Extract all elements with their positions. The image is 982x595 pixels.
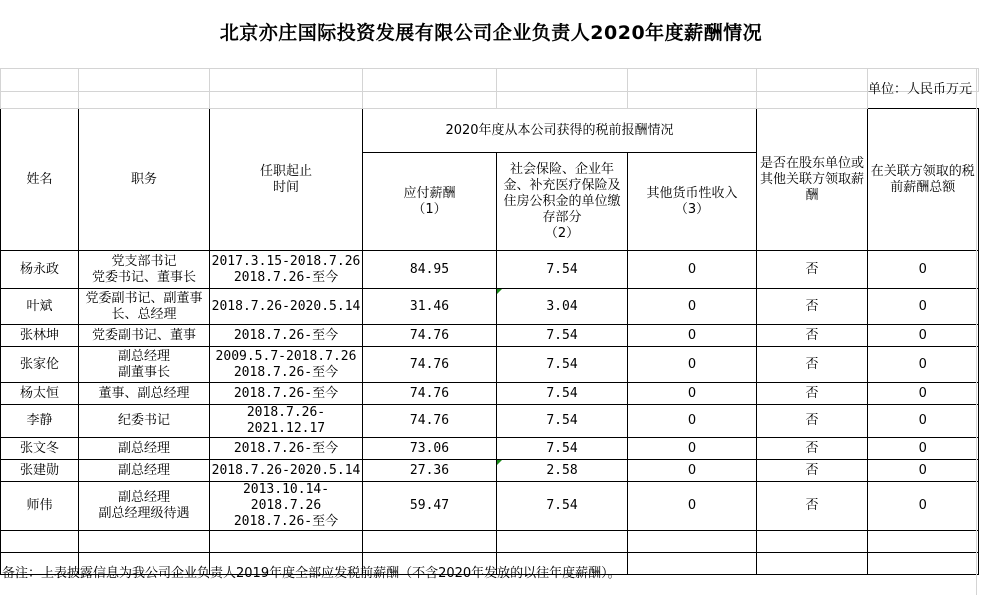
- cell-social: 2.58: [497, 460, 628, 482]
- unit-label: 单位：人民币万元: [868, 82, 973, 97]
- cell-related: 否: [757, 482, 868, 531]
- cell-related-total: 0: [868, 460, 979, 482]
- cell-related: 否: [757, 438, 868, 460]
- header-position: 职务: [79, 109, 210, 251]
- cell-salary: 73.06: [363, 438, 497, 460]
- cell-name: 张建勋: [1, 460, 79, 482]
- cell-other: 0: [628, 251, 757, 289]
- cell-related: 否: [757, 460, 868, 482]
- cell-term: 2013.10.14-2018.7.26 2018.7.26-至今: [210, 482, 363, 531]
- cell-other: 0: [628, 325, 757, 347]
- cell-position: 党支部书记 党委书记、董事长: [79, 251, 210, 289]
- cell-name: 杨太恒: [1, 383, 79, 405]
- cell-social: 7.54: [497, 438, 628, 460]
- cell-social: 7.54: [497, 347, 628, 383]
- cell-other: 0: [628, 347, 757, 383]
- cell-salary: 74.76: [363, 347, 497, 383]
- cell-name: 张林坤: [1, 325, 79, 347]
- empty-cell: [868, 531, 979, 553]
- cell-social: 7.54: [497, 251, 628, 289]
- page-title: 北京亦庄国际投资发展有限公司企业负责人2020年度薪酬情况: [219, 22, 763, 44]
- empty-cell: [757, 553, 868, 575]
- header-salary: 应付薪酬 （1）: [363, 153, 497, 251]
- cell-related-total: 0: [868, 289, 979, 325]
- cell-other: 0: [628, 405, 757, 438]
- header-term: 任职起止 时间: [210, 109, 363, 251]
- cell-position: 党委副书记、董事: [79, 325, 210, 347]
- cell-salary: 74.76: [363, 383, 497, 405]
- cell-term: 2018.7.26-至今: [210, 438, 363, 460]
- empty-cell: [757, 531, 868, 553]
- table-row: [1, 251, 979, 289]
- cell-term: 2017.3.15-2018.7.26 2018.7.26-至今: [210, 251, 363, 289]
- cell-name: 杨永政: [1, 251, 79, 289]
- table-row: [1, 482, 979, 531]
- empty-cell: [628, 553, 757, 575]
- cell-social: 7.54: [497, 325, 628, 347]
- cell-term: 2018.7.26-至今: [210, 383, 363, 405]
- cell-related-total: 0: [868, 383, 979, 405]
- cell-name: 李静: [1, 405, 79, 438]
- spacer-row: [1, 69, 979, 92]
- cell-related-total: 0: [868, 405, 979, 438]
- empty-cell: [363, 531, 497, 553]
- empty-cell: [1, 531, 79, 553]
- empty-cell: [628, 531, 757, 553]
- cell-salary: 84.95: [363, 251, 497, 289]
- cell-social: 7.54: [497, 405, 628, 438]
- cell-position: 副总经理 副董事长: [79, 347, 210, 383]
- cell-term: 2018.7.26-2021.12.17: [210, 405, 363, 438]
- header-row-1: [1, 109, 979, 153]
- cell-position: 副总经理 副总经理级待遇: [79, 482, 210, 531]
- cell-position: 纪委书记: [79, 405, 210, 438]
- header-other: 其他货币性收入 （3）: [628, 153, 757, 251]
- table-row: [1, 383, 979, 405]
- cell-related-total: 0: [868, 251, 979, 289]
- cell-salary: 27.36: [363, 460, 497, 482]
- footnote: 备注：上表披露信息为我公司企业负责人2019年度全部应发税前薪酬（不含2020年发放的以往年度薪酬）。: [2, 566, 621, 581]
- cell-related-total: 0: [868, 347, 979, 383]
- header-group: 2020年度从本公司获得的税前报酬情况: [363, 109, 757, 153]
- empty-cell: [868, 553, 979, 575]
- cell-position: 副总经理: [79, 460, 210, 482]
- cell-name: 张家伦: [1, 347, 79, 383]
- header-related: 是否在股东单位或其他关联方领取薪酬: [757, 109, 868, 251]
- cell-term: 2018.7.26-2020.5.14: [210, 460, 363, 482]
- empty-row: [1, 531, 979, 553]
- cell-position: 党委副书记、副董事长、总经理: [79, 289, 210, 325]
- cell-name: 张文冬: [1, 438, 79, 460]
- cell-name: 叶斌: [1, 289, 79, 325]
- cell-related: 否: [757, 325, 868, 347]
- table-row: [1, 460, 979, 482]
- table-row: [1, 347, 979, 383]
- cell-name: 师伟: [1, 482, 79, 531]
- cell-term: 2009.5.7-2018.7.26 2018.7.26-至今: [210, 347, 363, 383]
- cell-other: 0: [628, 383, 757, 405]
- cell-related: 否: [757, 405, 868, 438]
- cell-salary: 74.76: [363, 405, 497, 438]
- cell-term: 2018.7.26-至今: [210, 325, 363, 347]
- unit-row: [1, 92, 979, 109]
- cell-term: 2018.7.26-2020.5.14: [210, 289, 363, 325]
- cell-salary: 74.76: [363, 325, 497, 347]
- empty-cell: [497, 531, 628, 553]
- cell-related: 否: [757, 251, 868, 289]
- cell-salary: 59.47: [363, 482, 497, 531]
- cell-related-total: 0: [868, 438, 979, 460]
- empty-cell: [79, 531, 210, 553]
- cell-related-total: 0: [868, 325, 979, 347]
- salary-table: [0, 68, 979, 575]
- cell-other: 0: [628, 482, 757, 531]
- table-row: [1, 325, 979, 347]
- table-row: [1, 405, 979, 438]
- header-social: 社会保险、企业年金、补充医疗保险及住房公积金的单位缴存部分 （2）: [497, 153, 628, 251]
- table-row: [1, 289, 979, 325]
- empty-cell: [210, 531, 363, 553]
- cell-related: 否: [757, 347, 868, 383]
- cell-position: 副总经理: [79, 438, 210, 460]
- header-related-total: 在关联方领取的税前薪酬总额: [868, 109, 979, 251]
- cell-social: 7.54: [497, 482, 628, 531]
- cell-other: 0: [628, 460, 757, 482]
- cell-related: 否: [757, 289, 868, 325]
- cell-related: 否: [757, 383, 868, 405]
- cell-salary: 31.46: [363, 289, 497, 325]
- cell-position: 董事、副总经理: [79, 383, 210, 405]
- cell-other: 0: [628, 289, 757, 325]
- cell-social: 3.04: [497, 289, 628, 325]
- table-row: [1, 438, 979, 460]
- cell-other: 0: [628, 438, 757, 460]
- header-name: 姓名: [1, 109, 79, 251]
- column-divider: [976, 68, 977, 595]
- cell-related-total: 0: [868, 482, 979, 531]
- cell-social: 7.54: [497, 383, 628, 405]
